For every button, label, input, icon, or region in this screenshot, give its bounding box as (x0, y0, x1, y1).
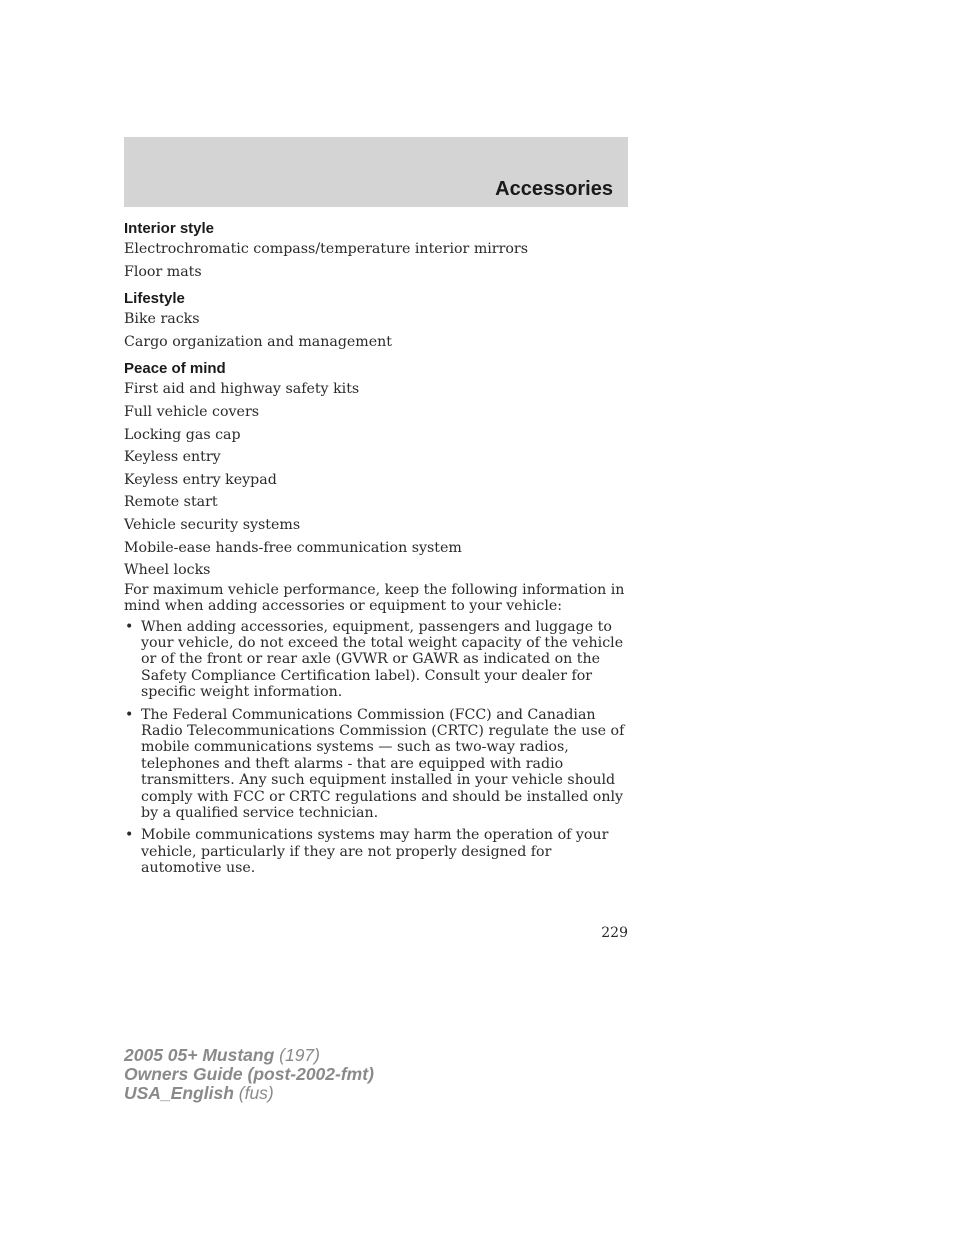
document-footer (124, 1046, 374, 1103)
bullet-text: When adding accessories, equipment, passengers and luggage to your vehicle, do not exceed the total weight capacity of the vehicle or of the front or rear axle (GVWR or GAWR as indicated on the Safety Compliance Certification label). Consult your dealer for specific weight information. (141, 618, 624, 701)
section-header-band (124, 137, 628, 207)
list-item: Keyless entry keypad (124, 471, 277, 488)
bullet-text: Mobile communications systems may harm the operation of your vehicle, particularly if they are not properly designed for automotive use. (141, 827, 609, 877)
list-item: Locking gas cap (124, 426, 241, 443)
bullet-icon: • (125, 618, 134, 635)
list-item: Keyless entry (124, 449, 221, 466)
bullet-list (124, 619, 628, 877)
list-item: Floor mats (124, 263, 202, 280)
list-item: Remote start (124, 494, 218, 511)
bullet-icon: • (125, 827, 134, 844)
intro-paragraph: For maximum vehicle performance, keep the following information in mind when adding accessories or equipment to your vehicle: (124, 581, 625, 615)
footer-line-1 (124, 1046, 374, 1065)
list-item: Cargo organization and management (124, 333, 392, 350)
page-content (124, 220, 628, 883)
footer-guide: Owners Guide (post-2002-fmt) (124, 1064, 374, 1084)
bullet-item (124, 707, 628, 822)
footer-model: 2005 05+ Mustang (124, 1045, 275, 1065)
section-title: Accessories (495, 178, 613, 200)
page-number: 229 (601, 925, 628, 941)
footer-line-2 (124, 1065, 374, 1084)
bullet-icon: • (125, 706, 134, 723)
list-item: Wheel locks (124, 562, 211, 579)
footer-model-code: (197) (274, 1045, 320, 1065)
section-peace-of-mind (124, 360, 628, 581)
footer-language-code: (fus) (233, 1083, 274, 1103)
list-item: Bike racks (124, 311, 200, 328)
list-item: Mobile-ease hands-free communication system (124, 539, 462, 556)
list-item: First aid and highway safety kits (124, 381, 360, 398)
bullet-text: The Federal Communications Commission (FCC) and Canadian Radio Telecommunications Commission (CRTC) regulate the use of mobile communications systems — such as two-way radios, telephones and theft alarms - that are equipped with radio transmitters. Any such equipment installed in your vehicle should comply with FCC or CRTC regulations and should be installed only by a qualified service technician. (141, 706, 625, 821)
list-item: Full vehicle covers (124, 403, 260, 420)
section-lifestyle (124, 290, 628, 353)
bullet-item (124, 827, 628, 876)
list-item: Vehicle security systems (124, 516, 301, 533)
section-heading: Interior style (124, 220, 215, 237)
footer-language: USA_English (124, 1083, 234, 1103)
list-item: Electrochromatic compass/temperature interior mirrors (124, 241, 528, 257)
section-heading: Lifestyle (124, 290, 185, 308)
bullet-item (124, 619, 628, 701)
section-interior-style (124, 220, 628, 283)
footer-line-3 (124, 1084, 374, 1103)
section-heading: Peace of mind (124, 360, 226, 378)
